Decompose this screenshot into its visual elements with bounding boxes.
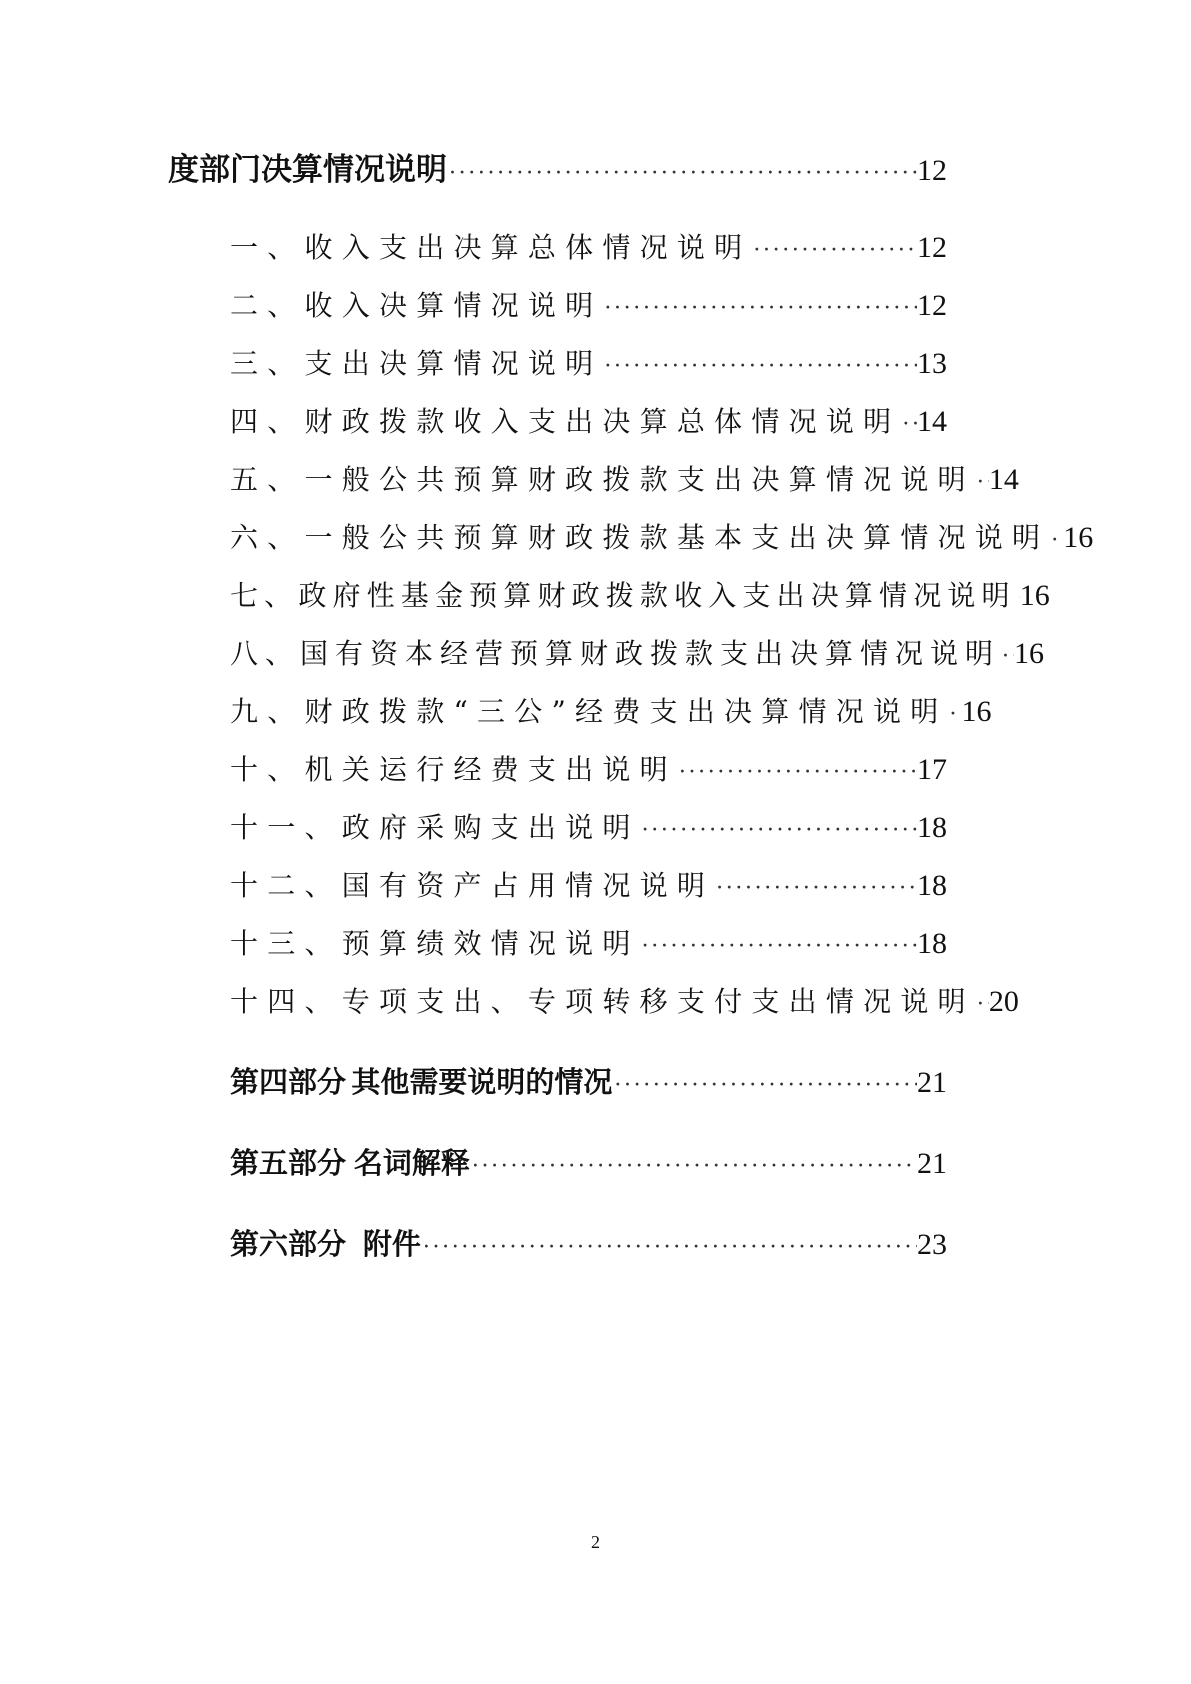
toc-leader (421, 1235, 917, 1260)
toc-leader (447, 161, 917, 186)
toc-part-6[interactable] (230, 1222, 947, 1263)
toc-page-number: 16 (1014, 637, 1045, 670)
toc-leader (640, 934, 917, 959)
toc-page-number: 17 (917, 753, 947, 786)
toc-page-number: 16 (1063, 521, 1094, 554)
toc-entry-8[interactable] (230, 632, 1045, 672)
toc-title: 度部门决算情况说明 (168, 152, 447, 188)
toc-page-number: 12 (917, 289, 947, 322)
toc-leader (975, 470, 989, 495)
toc-title: 一、收入支出决算总体情况说明 (230, 231, 752, 264)
toc-part-5[interactable] (230, 1141, 947, 1182)
toc-leader (612, 1073, 917, 1098)
toc-entry-4[interactable] (230, 400, 947, 440)
toc-leader (640, 818, 917, 843)
toc-page-number: 18 (917, 811, 947, 844)
toc-page-number: 21 (917, 1147, 947, 1180)
toc-title: 十一、政府采购支出说明 (230, 811, 640, 844)
toc-page-number: 18 (917, 869, 947, 902)
toc-leader (751, 238, 917, 263)
toc-entry-6[interactable] (230, 516, 1094, 556)
toc-entry-13[interactable] (230, 922, 947, 962)
toc-leader (677, 760, 917, 785)
toc-page-number: 23 (917, 1228, 947, 1261)
toc-title: 十四、专项支出、专项转移支付支出情况说明 (230, 985, 975, 1018)
toc-page-number: 12 (917, 231, 947, 264)
toc-entry-2[interactable] (230, 284, 947, 324)
toc-title: 十、机关运行经费支出说明 (230, 753, 677, 786)
toc-part-4[interactable] (230, 1060, 947, 1101)
page-number-footer: 2 (591, 1532, 600, 1552)
toc-title: 五、一般公共预算财政拨款支出决算情况说明 (230, 463, 975, 496)
toc-page-number: 16 (961, 695, 992, 728)
toc-entry-14[interactable] (230, 980, 1019, 1020)
toc-part-label: 第五部分 (230, 1146, 347, 1180)
toc-title: 七、政府性基金预算财政拨款收入支出决算情况说明 (230, 579, 1016, 612)
toc-page-number: 16 (1019, 579, 1050, 612)
toc-entry-9[interactable] (230, 690, 992, 730)
toc-entry-10[interactable] (230, 748, 947, 788)
toc-title: 六、一般公共预算财政拨款基本支出决算情况说明 (230, 521, 1050, 554)
toc-page-number: 13 (917, 347, 947, 380)
toc-leader (1049, 528, 1063, 553)
toc-title: 附件 (362, 1227, 421, 1261)
toc-leader (947, 702, 961, 727)
toc-entry-7[interactable] (230, 574, 1050, 614)
toc-title: 四、财政拨款收入支出决算总体情况说明 (230, 405, 901, 438)
toc-leader (975, 992, 989, 1017)
toc-entry-3[interactable] (230, 342, 947, 382)
toc-leader (602, 354, 917, 379)
toc-page-number: 12 (917, 154, 947, 187)
toc-page-number: 21 (917, 1066, 947, 1099)
toc-part-label: 第六部分 (230, 1227, 347, 1261)
toc-leader (714, 876, 917, 901)
toc-entry-heading[interactable] (168, 144, 947, 189)
toc-leader (470, 1154, 917, 1179)
toc-title: 三、支出决算情况说明 (230, 347, 603, 380)
toc-entry-5[interactable] (230, 458, 1019, 498)
toc-page-number: 14 (988, 463, 1019, 496)
toc-title: 九、财政拨款“三公”经费支出决算情况说明 (230, 695, 948, 728)
toc-page-number: 14 (917, 405, 947, 438)
toc-title: 其他需要说明的情况 (351, 1065, 613, 1099)
toc-part-label: 第四部分 (230, 1065, 347, 1099)
toc-entry-1[interactable] (230, 226, 947, 266)
toc-entry-12[interactable] (230, 864, 947, 904)
toc-entry-11[interactable] (230, 806, 947, 846)
toc-leader (900, 412, 917, 437)
toc-title: 十三、预算绩效情况说明 (230, 927, 640, 960)
toc-leader (1000, 644, 1014, 669)
toc-page-number: 20 (988, 985, 1019, 1018)
toc-title: 二、收入决算情况说明 (230, 289, 603, 322)
toc-leader (602, 296, 917, 321)
toc-title: 八、国有资本经营预算财政拨款支出决算情况说明 (230, 637, 1001, 670)
toc-title: 十二、国有资产占用情况说明 (230, 869, 715, 902)
toc-title: 名词解释 (353, 1146, 470, 1180)
toc-page-number: 18 (917, 927, 947, 960)
